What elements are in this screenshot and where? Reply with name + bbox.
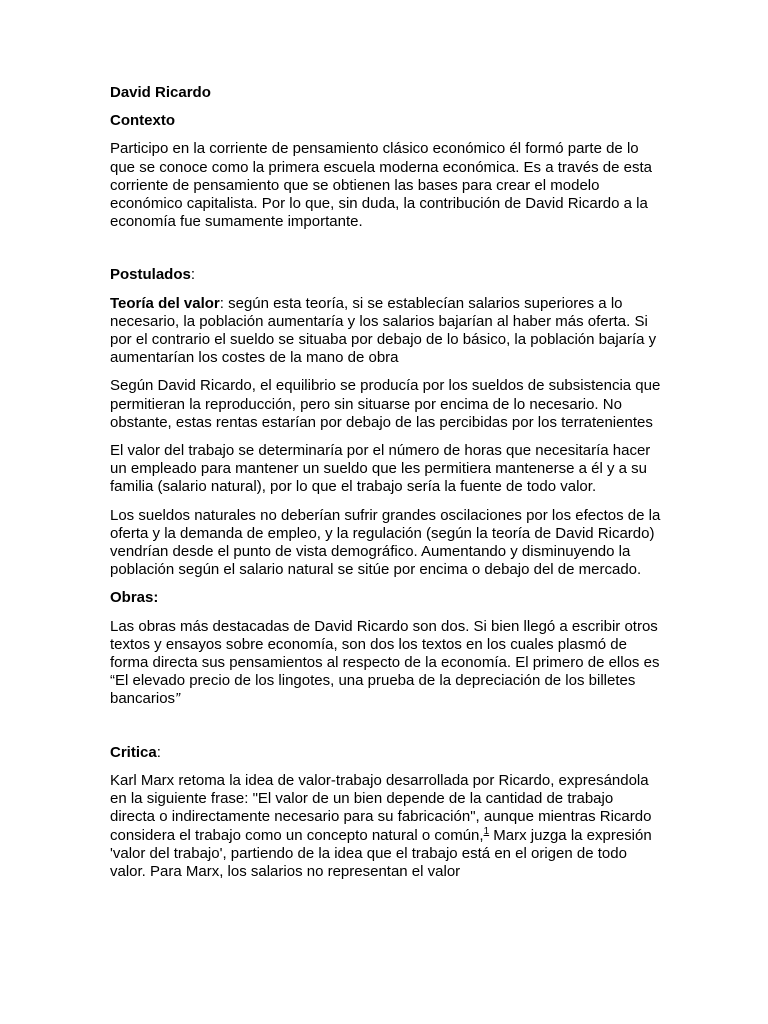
works-heading: Obras: bbox=[110, 589, 159, 607]
context-heading: Contexto bbox=[110, 112, 175, 130]
footnote-link[interactable]: 1 bbox=[483, 825, 490, 837]
critique-heading-colon: : bbox=[156, 743, 161, 761]
critique-paragraph-end: Marx juzga la expresión 'valor del trabajo', partiendo de la idea que el trabajo está en el origen de todo valor. Para Marx, los salarios no representan el valor bbox=[110, 826, 652, 880]
critique-paragraph bbox=[110, 772, 662, 881]
postulates-heading bbox=[110, 266, 662, 284]
critique-heading bbox=[110, 744, 662, 762]
theory-of-value-label: Teoría del valor bbox=[110, 294, 220, 312]
postulates-heading-text: Postulados bbox=[110, 266, 191, 284]
theory-of-value-text: : según esta teoría, si se establecían salarios superiores a lo necesario, la población aumentaría y los salarios bajarían al haber más oferta. Si por el contrario el sueldo se situaba por debajo de lo básico, la población bajaría y aumentarían los costes de la mano de obra bbox=[110, 294, 657, 367]
theory-of-value-paragraph bbox=[110, 295, 662, 368]
labor-value-paragraph: El valor del trabajo se determinaría por el número de horas que necesitaría hacer un empleado para mantener un sueldo que les permitiera mantenerse a él y a su familia (salario natural), por lo que el trabajo sería la fuente de todo valor. bbox=[110, 442, 651, 496]
section-spacer bbox=[110, 241, 662, 266]
section-spacer bbox=[110, 719, 662, 744]
document-title: David Ricardo bbox=[110, 84, 211, 101]
works-closing-quote: ” bbox=[175, 690, 181, 708]
critique-paragraph-start: Karl Marx retoma la idea de valor-trabajo desarrollada por Ricardo, expresándola en la siguiente frase: "El valor de un bien depende de la cantidad de trabajo directa o indirectamente necesario para su fabricación", aunque mientras Ricardo considera el trabajo como un concepto natural o común, bbox=[110, 771, 652, 844]
document-page bbox=[110, 84, 662, 891]
postulates-heading-colon: : bbox=[190, 266, 196, 284]
natural-wages-paragraph: Los sueldos naturales no deberían sufrir grandes oscilaciones por los efectos de la oferta y la demanda de empleo, y la regulación (según la teoría de David Ricardo) vendrían desde el punto de vista demográfico. Aumentando y disminuyendo la población según el salario natural se sitúe por encima o debajo del de mercado. bbox=[110, 506, 661, 579]
works-paragraph-text: Las obras más destacadas de David Ricardo son dos. Si bien llegó a escribir otros textos y ensayos sobre economía, son dos los textos en los cuales plasmó de forma directa sus pensamientos al respecto de la economía. El primero de ellos es “El elevado precio de los lingotes, una prueba de la depreciación de los billetes bancarios bbox=[110, 617, 660, 708]
context-paragraph: Participo en la corriente de pensamiento clásico económico él formó parte de lo que se conoce como la primera escuela moderna económica. Es a través de esta corriente de pensamiento que se obtienen las bases para crear el modelo económico capitalista. Por lo que, sin duda, la contribución de David Ricardo a la economía fue sumamente importante. bbox=[110, 140, 652, 231]
critique-heading-text: Critica bbox=[110, 743, 157, 761]
works-paragraph bbox=[110, 618, 662, 709]
equilibrium-paragraph: Según David Ricardo, el equilibrio se producía por los sueldos de subsistencia que permitieran la reproducción, pero sin situarse por encima de lo necesario. No obstante, estas rentas estarían por debajo de las percibidas por los terratenientes bbox=[110, 377, 661, 431]
